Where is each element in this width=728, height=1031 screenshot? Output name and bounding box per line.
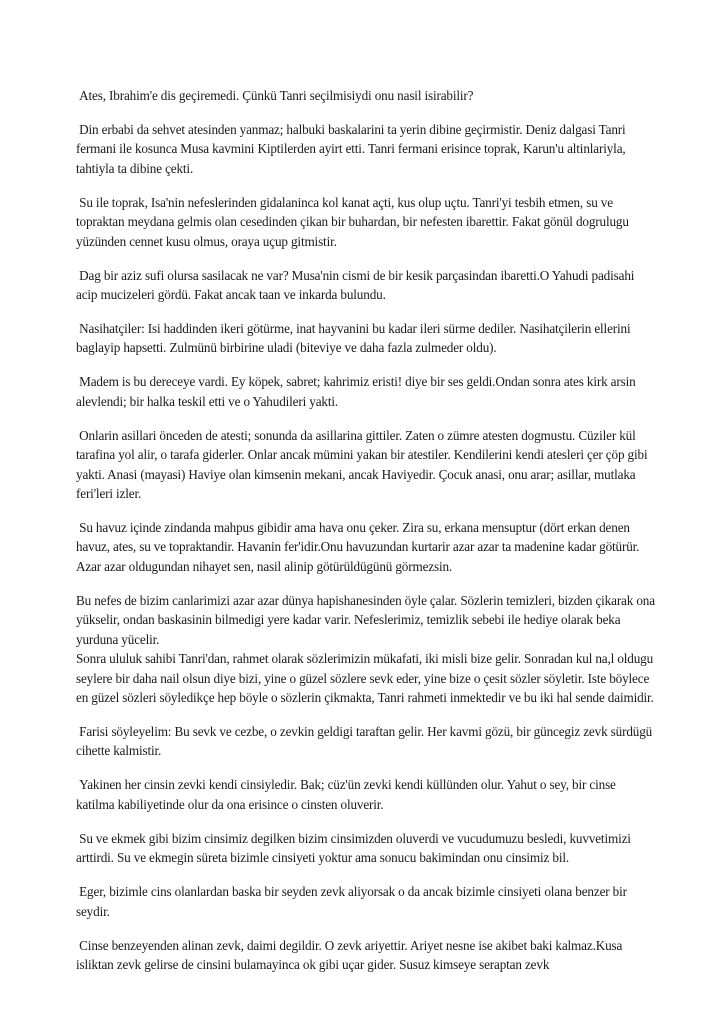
paragraph: Su ile toprak, Isa'nin nefeslerinden gidalaninca kol kanat açti, kus olup uçtu. Tanri'yi tesbih etmen, su ve topraktan meydana gelmis olan cesedinden çikan bir buhardan, bir nefesten ibarettir. Fakat gönül dogrulugu yüzünden cennet kusu olmus, oraya uçup gitmistir. <box>76 194 632 249</box>
paragraph: Su ve ekmek gibi bizim cinsimiz degilken bizim cinsimizden oluverdi ve vucudumuzu besledi, kuvvetimizi arttirdi. Su ve ekmegin süreta bizimle cinsiyeti yoktur ama sonucu bakimindan onu cinsimiz bil. <box>76 830 634 866</box>
paragraph: Sonra ululuk sahibi Tanri'dan, rahmet olarak sözlerimizin mükafati, iki misli bize gelir. Sonradan kul na,l oldugu seylere bir daha nail olsun diye bizi, yine o güzel sözlere sevk eder, yine bize o çesit sözler söyletir. Iste böylece en güzel sözleri söyledikçe hep böyle o sözlerin çikmakta, Tanri rahmeti inmektedir ve bu iki hal sende daimidir. <box>76 651 657 705</box>
paragraph: Bu nefes de bizim canlarimizi azar azar dünya hapishanesinden öyle çalar. Sözlerin temizleri, bizden çikarak ona yükselir, ondan baskasinin bilmedigi yere kadar varir. Nefeslerimiz, temizlik sebebi ile hediye olarak beka yurduna yücelir. <box>76 592 659 647</box>
paragraph: Madem is bu dereceye vardi. Ey köpek, sabret; kahrimiz eristi! diye bir ses geldi.Ondan sonra ates kirk arsin alevlendi; bir halka teskil etti ve o Yahudileri yakti. <box>76 374 639 409</box>
paragraph: Cinse benzeyenden alinan zevk, daimi degildir. O zevk ariyettir. Ariyet nesne ise akibet baki kalmaz.Kusa isliktan zevk gelirse de cinsini bulamayinca ok gibi uçar gider. Susuz kimseye seraptan zevk <box>76 937 626 972</box>
paragraph: Farisi söyleyelim: Bu sevk ve cezbe, o zevkin geldigi taraftan gelir. Her kavmi gözü, bir güncegiz zevk sürdügü cihette kalmistir. <box>76 723 656 759</box>
paragraph: Dag bir aziz sufi olursa sasilacak ne var? Musa'nin cismi de bir kesik parçasindan ibaretti.O Yahudi padisahi acip mucizeleri gördü. Fakat ancak taan ve inkarda bulundu. <box>76 267 638 303</box>
paragraph: Eger, bizimle cins olanlardan baska bir seyden zevk aliyorsak o da ancak bizimle cinsiyeti olana benzer bir seydir. <box>76 884 631 919</box>
document-body <box>76 86 659 989</box>
paragraph: Din erbabi da sehvet atesinden yanmaz; halbuki baskalarini ta yerin dibine geçirmistir. Deniz dalgasi Tanri fermani ile kosunca Musa kavmini Kiptilerden ayirt etti. Tanri fermani erisince toprak, Karun'u altinlariyla, tahtiyla ta dibine çekti. <box>76 122 629 176</box>
paragraph: Onlarin asillari önceden de atesti; sonunda da asillarina gittiler. Zaten o zümre atesten dogmustu. Cüziler kül tarafina yol alir, o tarafa giderler. Onlar ancak mümini yakan bir atestiler. Kendilerini kendi atesleri çer çöp gibi yakti. Anasi (mayasi) Haviye olan kimsenin mekani, ancak Haviyedir. Çocuk anasi, onu arar; asillar, mutlaka feri'leri izler. <box>76 427 651 502</box>
paragraph: Ates, Ibrahim'e dis geçiremedi. Çünkü Tanri seçilmisiydi onu nasil isirabilir? <box>76 88 474 103</box>
paragraph: Yakinen her cinsin zevki kendi cinsiyledir. Bak; cüz'ün zevki kendi küllünden olur. Yahut o sey, bir cinse katilma kabiliyetinde olur da ona erisince o cinsten oluverir. <box>76 777 619 812</box>
paragraph: Nasihatçiler: Isi haddinden ikeri götürme, inat hayvanini bu kadar ileri sürme dediler. Nasihatçilerin ellerini baglayip hapsetti. Zulmünü birbirine uladi (biteviye ve daha fazla zulmeder oldu). <box>76 321 634 356</box>
paragraph: Su havuz içinde zindanda mahpus gibidir ama hava onu çeker. Zira su, erkana mensuptur (dört erkan denen havuz, ates, su ve topraktandir. Havanin fer'idir.Onu havuzundan kurtarir azar azar ta madenine kadar götürür. Azar azar oldugundan nihayet sen, nasil alinip götürüldügünü görmezsin. <box>76 520 642 574</box>
